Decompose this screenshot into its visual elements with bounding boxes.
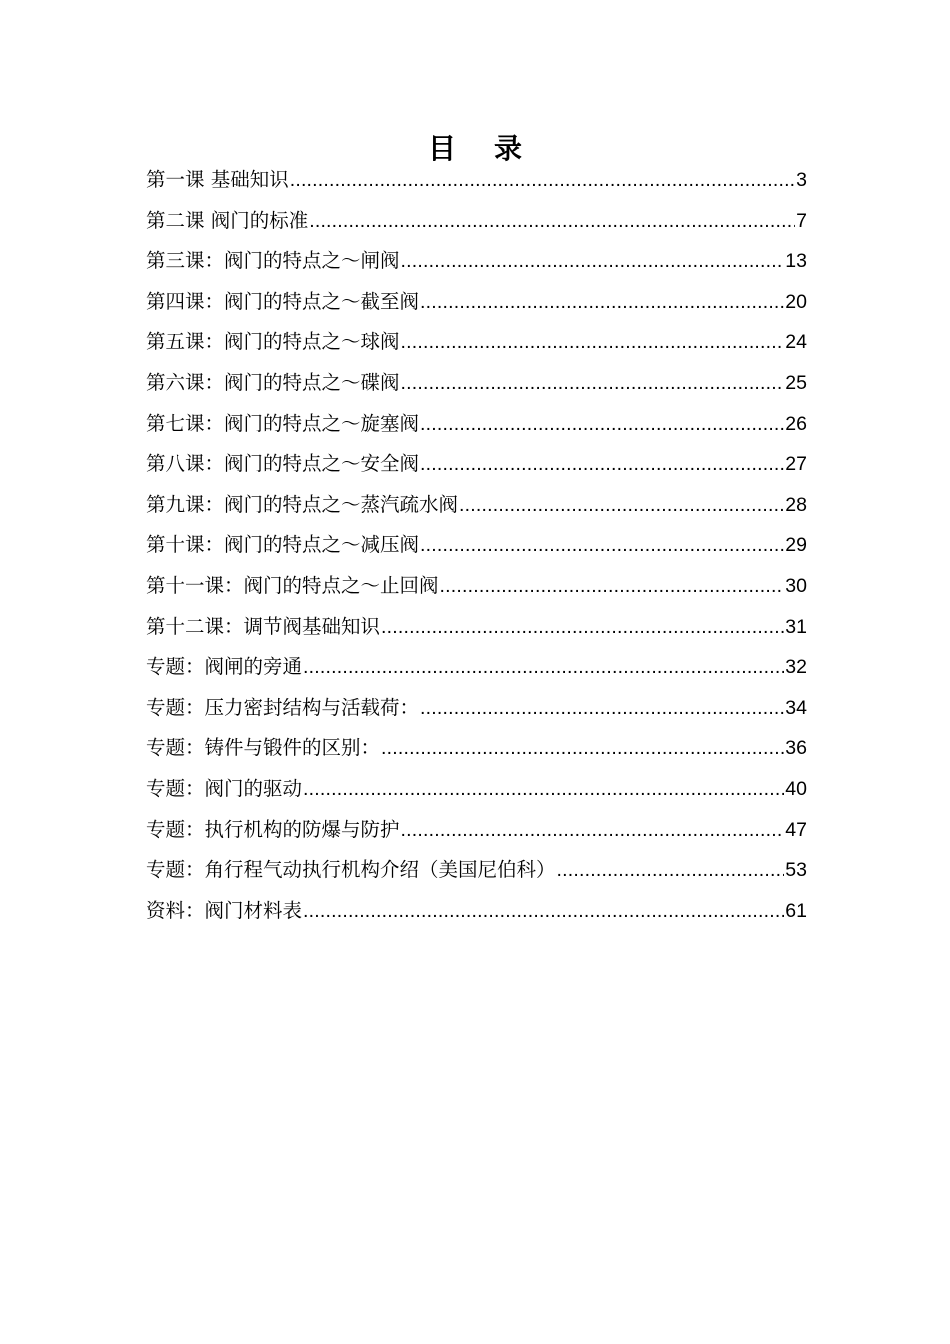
toc-entry[interactable]	[146, 322, 807, 363]
toc-title-char-1: 目	[427, 132, 456, 165]
toc-entry-page: 61	[785, 899, 807, 922]
toc-entry-page: 28	[785, 493, 807, 516]
toc-dot-leader	[440, 566, 785, 607]
toc-entry-label: 资料：阀门材料表	[146, 898, 303, 922]
toc-dot-leader	[459, 485, 784, 526]
toc-entry-label: 第十一课：阀门的特点之～止回阀	[146, 573, 439, 597]
toc-dot-leader	[401, 363, 785, 404]
toc-dot-leader	[557, 850, 785, 891]
toc-entry-page: 13	[785, 250, 807, 273]
toc-entry[interactable]	[146, 485, 807, 526]
toc-entry-label: 第六课：阀门的特点之～碟阀	[146, 370, 400, 394]
toc-entry-page: 7	[796, 209, 807, 232]
toc-entry[interactable]	[146, 647, 807, 688]
toc-dot-leader	[420, 444, 784, 485]
toc-entry-page: 25	[785, 371, 807, 394]
toc-entry[interactable]	[146, 566, 807, 607]
toc-entry-label: 第九课：阀门的特点之～蒸汽疏水阀	[146, 492, 459, 516]
toc-entry[interactable]	[146, 728, 807, 769]
toc-entry-page: 26	[785, 412, 807, 435]
toc-dot-leader	[290, 160, 795, 201]
toc-entry-page: 31	[785, 615, 807, 638]
toc-dot-leader	[420, 525, 784, 566]
toc-title-char-2: 录	[494, 132, 523, 165]
toc-entry-label: 专题：角行程气动执行机构介绍（美国尼伯科）	[146, 858, 556, 882]
toc-entry-page: 3	[796, 169, 807, 191]
toc-entry[interactable]	[146, 241, 807, 282]
toc-entry[interactable]	[146, 201, 807, 242]
toc-entry-page: 47	[785, 818, 807, 841]
toc-entry-label: 专题：压力密封结构与活载荷：	[146, 695, 420, 719]
toc-dot-leader	[309, 201, 795, 242]
toc-entry-label: 第三课：阀门的特点之～闸阀	[146, 249, 400, 273]
toc-entry-label: 专题：阀闸的旁通	[146, 655, 303, 679]
toc-dot-leader	[401, 322, 785, 363]
toc-entry-label: 第四课：阀门的特点之～截至阀	[146, 289, 420, 313]
toc-entry-page: 34	[785, 696, 807, 719]
toc-entry-page: 36	[785, 737, 807, 760]
toc-entry-page: 24	[785, 331, 807, 354]
toc-entry[interactable]	[146, 363, 807, 404]
toc-entry-page: 32	[785, 656, 807, 679]
toc-list	[146, 160, 807, 931]
toc-entry-page: 30	[785, 574, 807, 597]
toc-entry-label: 专题：执行机构的防爆与防护	[146, 817, 400, 841]
toc-dot-leader	[303, 647, 784, 688]
toc-entry-label: 第一课 基础知识	[146, 168, 289, 191]
toc-dot-leader	[420, 282, 784, 323]
toc-entry-label: 专题：阀门的驱动	[146, 776, 303, 800]
toc-dot-leader	[420, 688, 784, 729]
toc-entry-label: 第十二课：调节阀基础知识	[146, 614, 381, 638]
toc-entry-label: 专题：铸件与锻件的区别：	[146, 736, 381, 760]
toc-entry-label: 第八课：阀门的特点之～安全阀	[146, 452, 420, 476]
toc-entry[interactable]	[146, 160, 807, 201]
toc-dot-leader	[420, 404, 784, 445]
toc-dot-leader	[381, 728, 784, 769]
toc-dot-leader	[401, 241, 785, 282]
toc-entry-page: 20	[785, 290, 807, 313]
toc-entry-label: 第十课：阀门的特点之～减压阀	[146, 533, 420, 557]
toc-dot-leader	[381, 607, 784, 648]
toc-entry[interactable]	[146, 525, 807, 566]
toc-entry-page: 27	[785, 453, 807, 476]
toc-dot-leader	[303, 891, 784, 932]
toc-entry[interactable]	[146, 282, 807, 323]
toc-entry[interactable]	[146, 810, 807, 851]
toc-entry[interactable]	[146, 850, 807, 891]
toc-entry-page: 53	[785, 859, 807, 882]
toc-entry-label: 第五课：阀门的特点之～球阀	[146, 330, 400, 354]
toc-entry[interactable]	[146, 444, 807, 485]
toc-entry[interactable]	[146, 404, 807, 445]
toc-entry[interactable]	[146, 607, 807, 648]
toc-entry[interactable]	[146, 891, 807, 932]
toc-entry-label: 第七课：阀门的特点之～旋塞阀	[146, 411, 420, 435]
toc-dot-leader	[303, 769, 784, 810]
toc-entry-label: 第二课 阀门的标准	[146, 208, 309, 232]
toc-entry[interactable]	[146, 688, 807, 729]
toc-entry-page: 29	[785, 534, 807, 557]
toc-dot-leader	[401, 810, 785, 851]
toc-entry-page: 40	[785, 777, 807, 800]
toc-entry[interactable]	[146, 769, 807, 810]
